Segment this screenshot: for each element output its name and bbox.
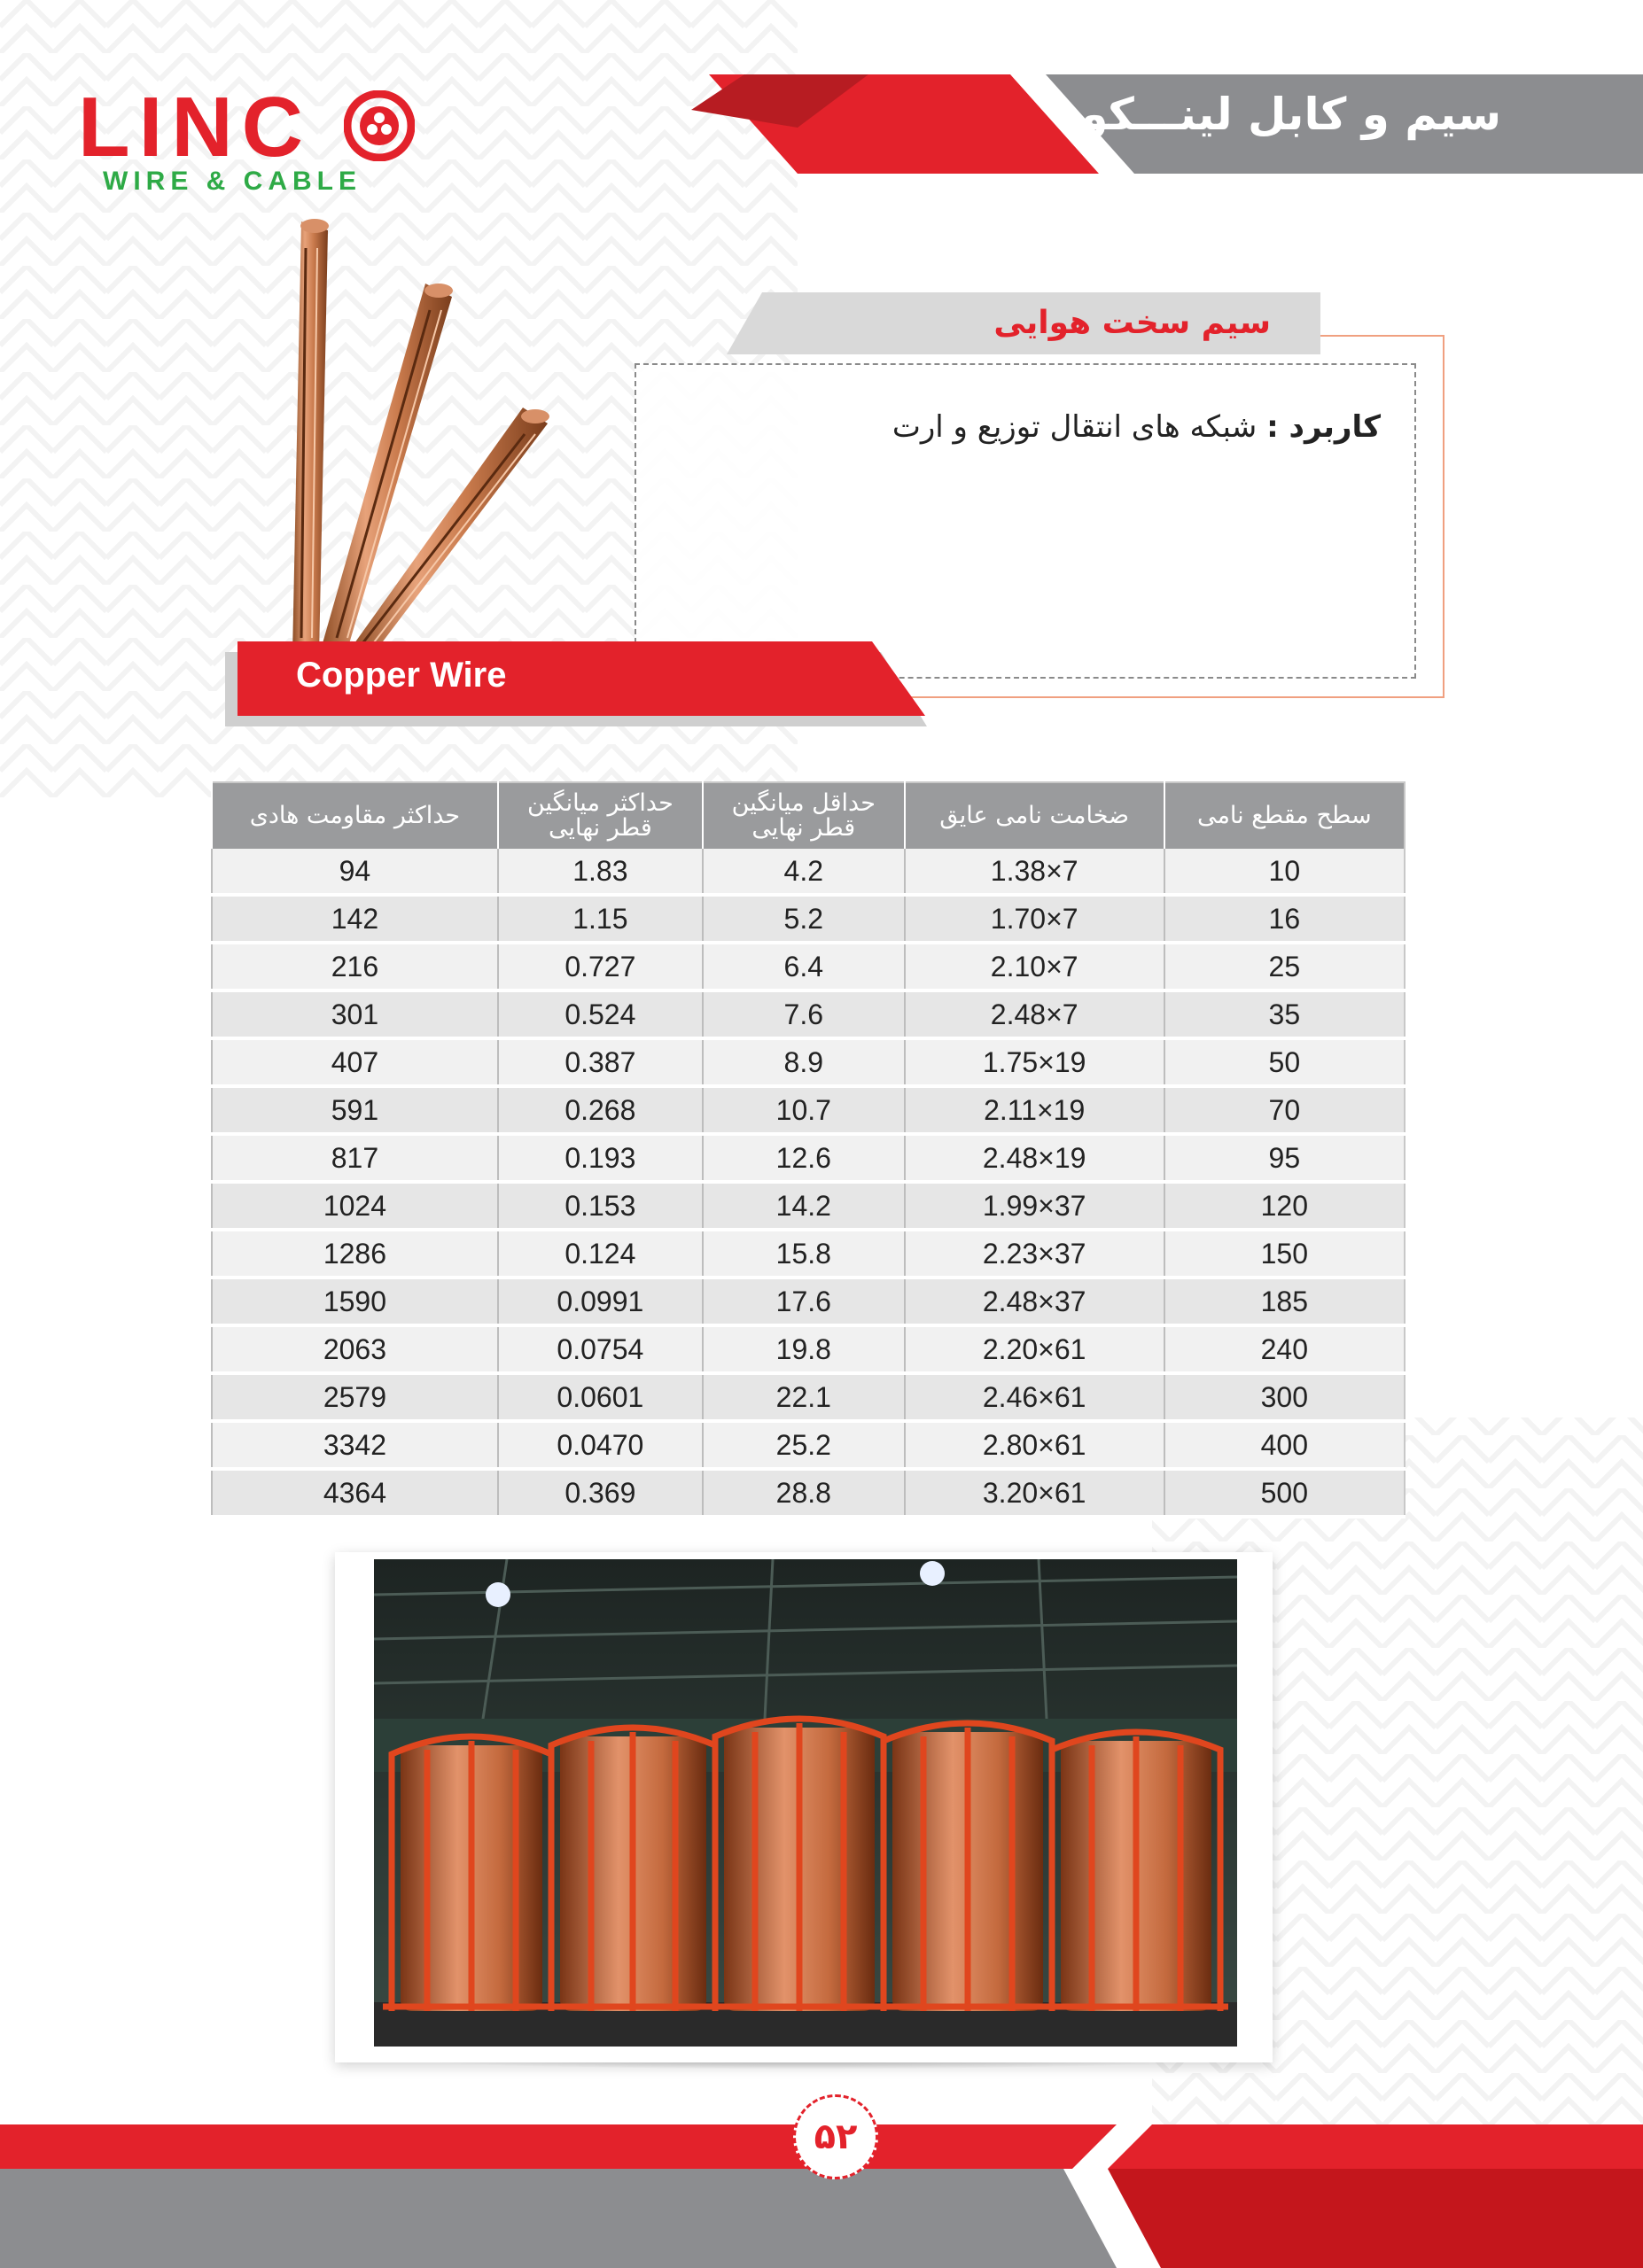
table-cell: 28.8 (703, 1469, 905, 1517)
table-row (212, 1325, 1405, 1373)
table-cell: 15.8 (703, 1230, 905, 1278)
table-cell: 4364 (212, 1469, 498, 1517)
usage-text: شبکه های انتقال توزیع و ارت (892, 409, 1258, 445)
table-cell: 14.2 (703, 1182, 905, 1230)
logo-subtitle: WIRE & CABLE (103, 167, 362, 196)
table-cell: 301 (212, 990, 498, 1038)
table-cell: 10.7 (703, 1086, 905, 1134)
header-title: سیم و کابل لینـــکو (1080, 89, 1501, 140)
table-row (212, 990, 1405, 1038)
table-cell: 7×1.70 (905, 895, 1164, 943)
usage-box (635, 363, 1416, 679)
table-cell: 0.727 (498, 943, 703, 990)
table-row (212, 849, 1405, 895)
header-min-average-diameter: حداقل میانگین قطر نهایی (703, 782, 905, 849)
header-nominal-cross-section: سطح مقطع نامی (1164, 782, 1405, 849)
table-cell: 95 (1164, 1134, 1405, 1182)
table-cell: 3342 (212, 1421, 498, 1469)
table-cell: 61×3.20 (905, 1469, 1164, 1517)
table-cell: 0.153 (498, 1182, 703, 1230)
table-cell: 240 (1164, 1325, 1405, 1373)
table-cell: 0.387 (498, 1038, 703, 1086)
table-cell: 0.369 (498, 1469, 703, 1517)
table-cell: 4.2 (703, 849, 905, 895)
table-cell: 1.83 (498, 849, 703, 895)
table-cell: 19×2.11 (905, 1086, 1164, 1134)
table-row (212, 1469, 1405, 1517)
usage-label: کاربرد : (1266, 409, 1381, 445)
table-cell: 300 (1164, 1373, 1405, 1421)
cable-cross-section-icon (344, 90, 415, 161)
table-row (212, 1421, 1405, 1469)
table-cell: 19×1.75 (905, 1038, 1164, 1086)
table-cell: 0.0991 (498, 1278, 703, 1325)
copper-wire-image (266, 213, 558, 673)
table-cell: 17.6 (703, 1278, 905, 1325)
table-cell: 12.6 (703, 1134, 905, 1182)
table-cell: 120 (1164, 1182, 1405, 1230)
table-cell: 0.0470 (498, 1421, 703, 1469)
table-cell: 216 (212, 943, 498, 990)
table-cell: 0.524 (498, 990, 703, 1038)
table-cell: 0.193 (498, 1134, 703, 1182)
table-row (212, 1086, 1405, 1134)
table-cell: 0.0601 (498, 1373, 703, 1421)
factory-copper-spools-photo (374, 1559, 1237, 2047)
table-cell: 6.4 (703, 943, 905, 990)
table-cell: 500 (1164, 1469, 1405, 1517)
table-cell: 94 (212, 849, 498, 895)
table-cell: 7×1.38 (905, 849, 1164, 895)
table-cell: 25 (1164, 943, 1405, 990)
table-cell: 591 (212, 1086, 498, 1134)
table-cell: 817 (212, 1134, 498, 1182)
table-cell: 2579 (212, 1373, 498, 1421)
table-cell: 142 (212, 895, 498, 943)
table-cell: 8.9 (703, 1038, 905, 1086)
banner-label: Copper Wire (296, 656, 507, 695)
specifications-table (211, 781, 1406, 1518)
table-row (212, 943, 1405, 990)
table-cell: 50 (1164, 1038, 1405, 1086)
table-cell: 61×2.20 (905, 1325, 1164, 1373)
table-cell: 1286 (212, 1230, 498, 1278)
logo-wordmark: LINC (78, 80, 312, 175)
table-cell: 407 (212, 1038, 498, 1086)
table-cell: 7×2.10 (905, 943, 1164, 990)
header-max-average-diameter: حداکثر میانگین قطر نهایی (498, 782, 703, 849)
header-max-conductor-resistance: حداکثر مقاومت هادی (212, 782, 498, 849)
usage-line (892, 409, 1381, 445)
table-cell: 10 (1164, 849, 1405, 895)
table-cell: 1.15 (498, 895, 703, 943)
table-row (212, 1230, 1405, 1278)
table-cell: 7×2.48 (905, 990, 1164, 1038)
table-cell: 2063 (212, 1325, 498, 1373)
header-nominal-insulation-thickness: ضخامت نامی عایق (905, 782, 1164, 849)
table-cell: 70 (1164, 1086, 1405, 1134)
table-cell: 1590 (212, 1278, 498, 1325)
table-row (212, 895, 1405, 943)
table-cell: 185 (1164, 1278, 1405, 1325)
table-cell: 1024 (212, 1182, 498, 1230)
section-title: سیم سخت هوایی (993, 305, 1271, 341)
table-cell: 19.8 (703, 1325, 905, 1373)
table-cell: 37×2.23 (905, 1230, 1164, 1278)
table-cell: 5.2 (703, 895, 905, 943)
table-cell: 61×2.46 (905, 1373, 1164, 1421)
table-cell: 35 (1164, 990, 1405, 1038)
table-cell: 22.1 (703, 1373, 905, 1421)
table-cell: 16 (1164, 895, 1405, 943)
table-row (212, 1134, 1405, 1182)
table-cell: 61×2.80 (905, 1421, 1164, 1469)
table-header-row (212, 782, 1405, 849)
table-row (212, 1038, 1405, 1086)
table-cell: 150 (1164, 1230, 1405, 1278)
table-cell: 37×1.99 (905, 1182, 1164, 1230)
table-row (212, 1182, 1405, 1230)
table-cell: 400 (1164, 1421, 1405, 1469)
table-row (212, 1278, 1405, 1325)
table-cell: 37×2.48 (905, 1278, 1164, 1325)
table-cell: 25.2 (703, 1421, 905, 1469)
table-cell: 0.268 (498, 1086, 703, 1134)
linco-logo (78, 80, 415, 200)
table-cell: 19×2.48 (905, 1134, 1164, 1182)
table-cell: 7.6 (703, 990, 905, 1038)
table-cell: 0.124 (498, 1230, 703, 1278)
table-cell: 0.0754 (498, 1325, 703, 1373)
page-number-badge: ۵۲ (793, 2094, 878, 2179)
table-row (212, 1373, 1405, 1421)
